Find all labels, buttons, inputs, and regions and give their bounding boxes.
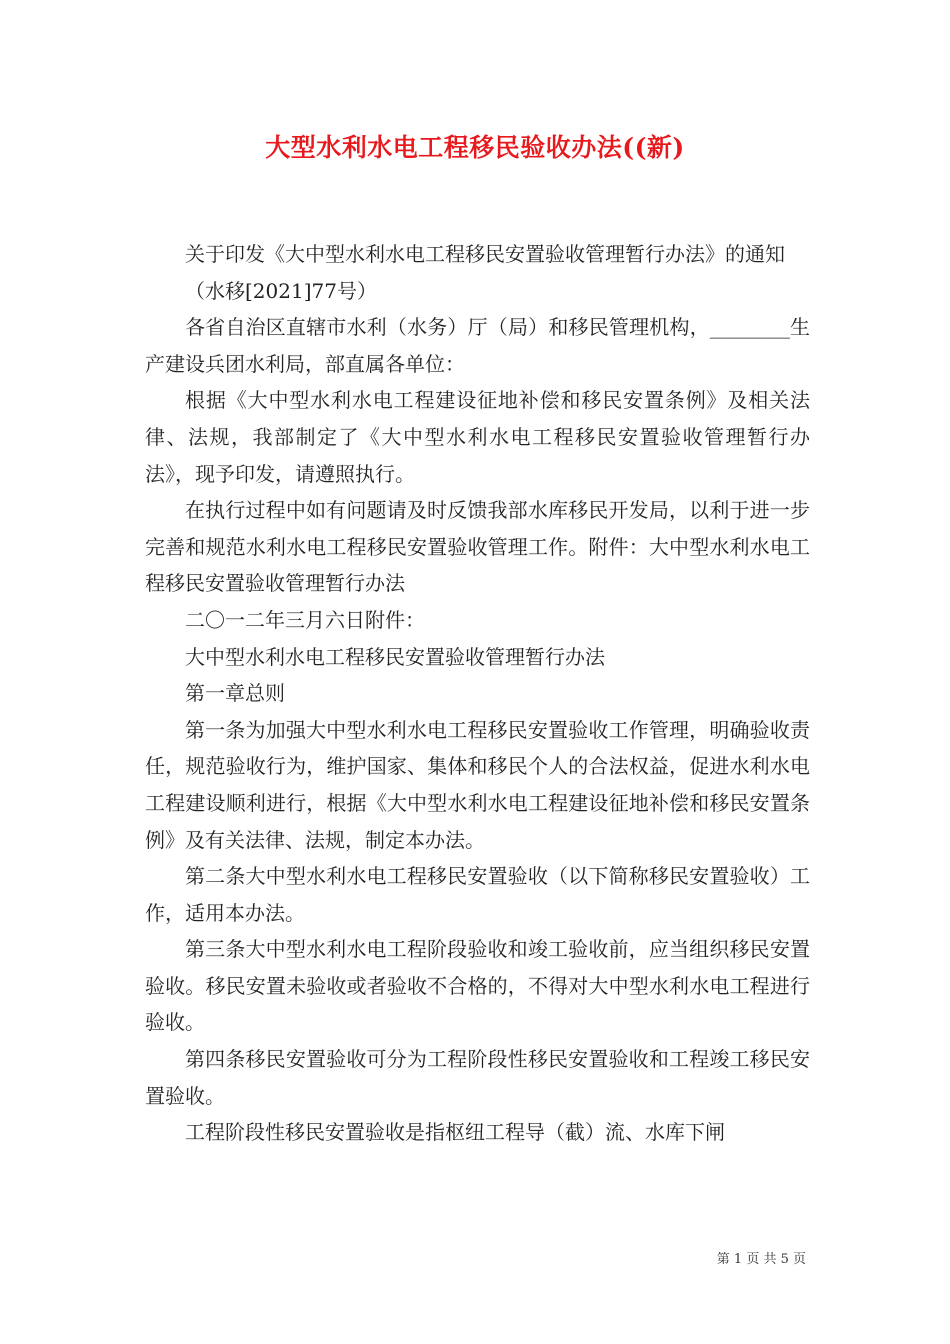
paragraph: 根据《大中型水利水电工程建设征地补偿和移民安置条例》及相关法律、法规，我部制定了《大中型水利水电工程移民安置验收管理暂行办法》，现予印发，请遵照执行。 (145, 388, 810, 486)
document-body (145, 236, 810, 1151)
paragraph: 二〇一二年三月六日附件： (185, 607, 425, 632)
paragraph: 各省自治区直辖市水利（水务）厅（局）和移民管理机构，________生产建设兵团水利局，部直属各单位： (145, 315, 810, 376)
paragraph: 第二条大中型水利水电工程移民安置验收（以下简称移民安置验收）工作，适用本办法。 (145, 864, 810, 925)
paragraph: 大中型水利水电工程移民安置验收管理暂行办法 (185, 644, 605, 669)
paragraph: 第一条为加强大中型水利水电工程移民安置验收工作管理，明确验收责任，规范验收行为，维护国家、集体和移民个人的合法权益，促进水利水电工程建设顺利进行，根据《大中型水利水电工程建设征地补偿和移民安置条例》及有关法律、法规，制定本办法。 (145, 717, 810, 852)
page-number-footer: 第 1 页 共 5 页 (716, 1252, 806, 1267)
paragraph: 第四条移民安置验收可分为工程阶段性移民安置验收和工程竣工移民安置验收。 (145, 1047, 810, 1108)
document-title: 大型水利水电工程移民验收办法((新) (265, 133, 685, 162)
paragraph: 第三条大中型水利水电工程阶段验收和竣工验收前，应当组织移民安置验收。移民安置未验收或者验收不合格的，不得对大中型水利水电工程进行验收。 (145, 937, 810, 1035)
paragraph: （水移[2021]77号） (185, 278, 377, 303)
paragraph: 工程阶段性移民安置验收是指枢纽工程导（截）流、水库下闸 (185, 1120, 725, 1145)
paragraph: 第一章总则 (185, 681, 285, 706)
paragraph: 关于印发《大中型水利水电工程移民安置验收管理暂行办法》的通知 (185, 242, 785, 266)
paragraph: 在执行过程中如有问题请及时反馈我部水库移民开发局，以利于进一步完善和规范水利水电工程移民安置验收管理工作。附件：大中型水利水电工程移民安置验收管理暂行办法 (145, 498, 810, 596)
